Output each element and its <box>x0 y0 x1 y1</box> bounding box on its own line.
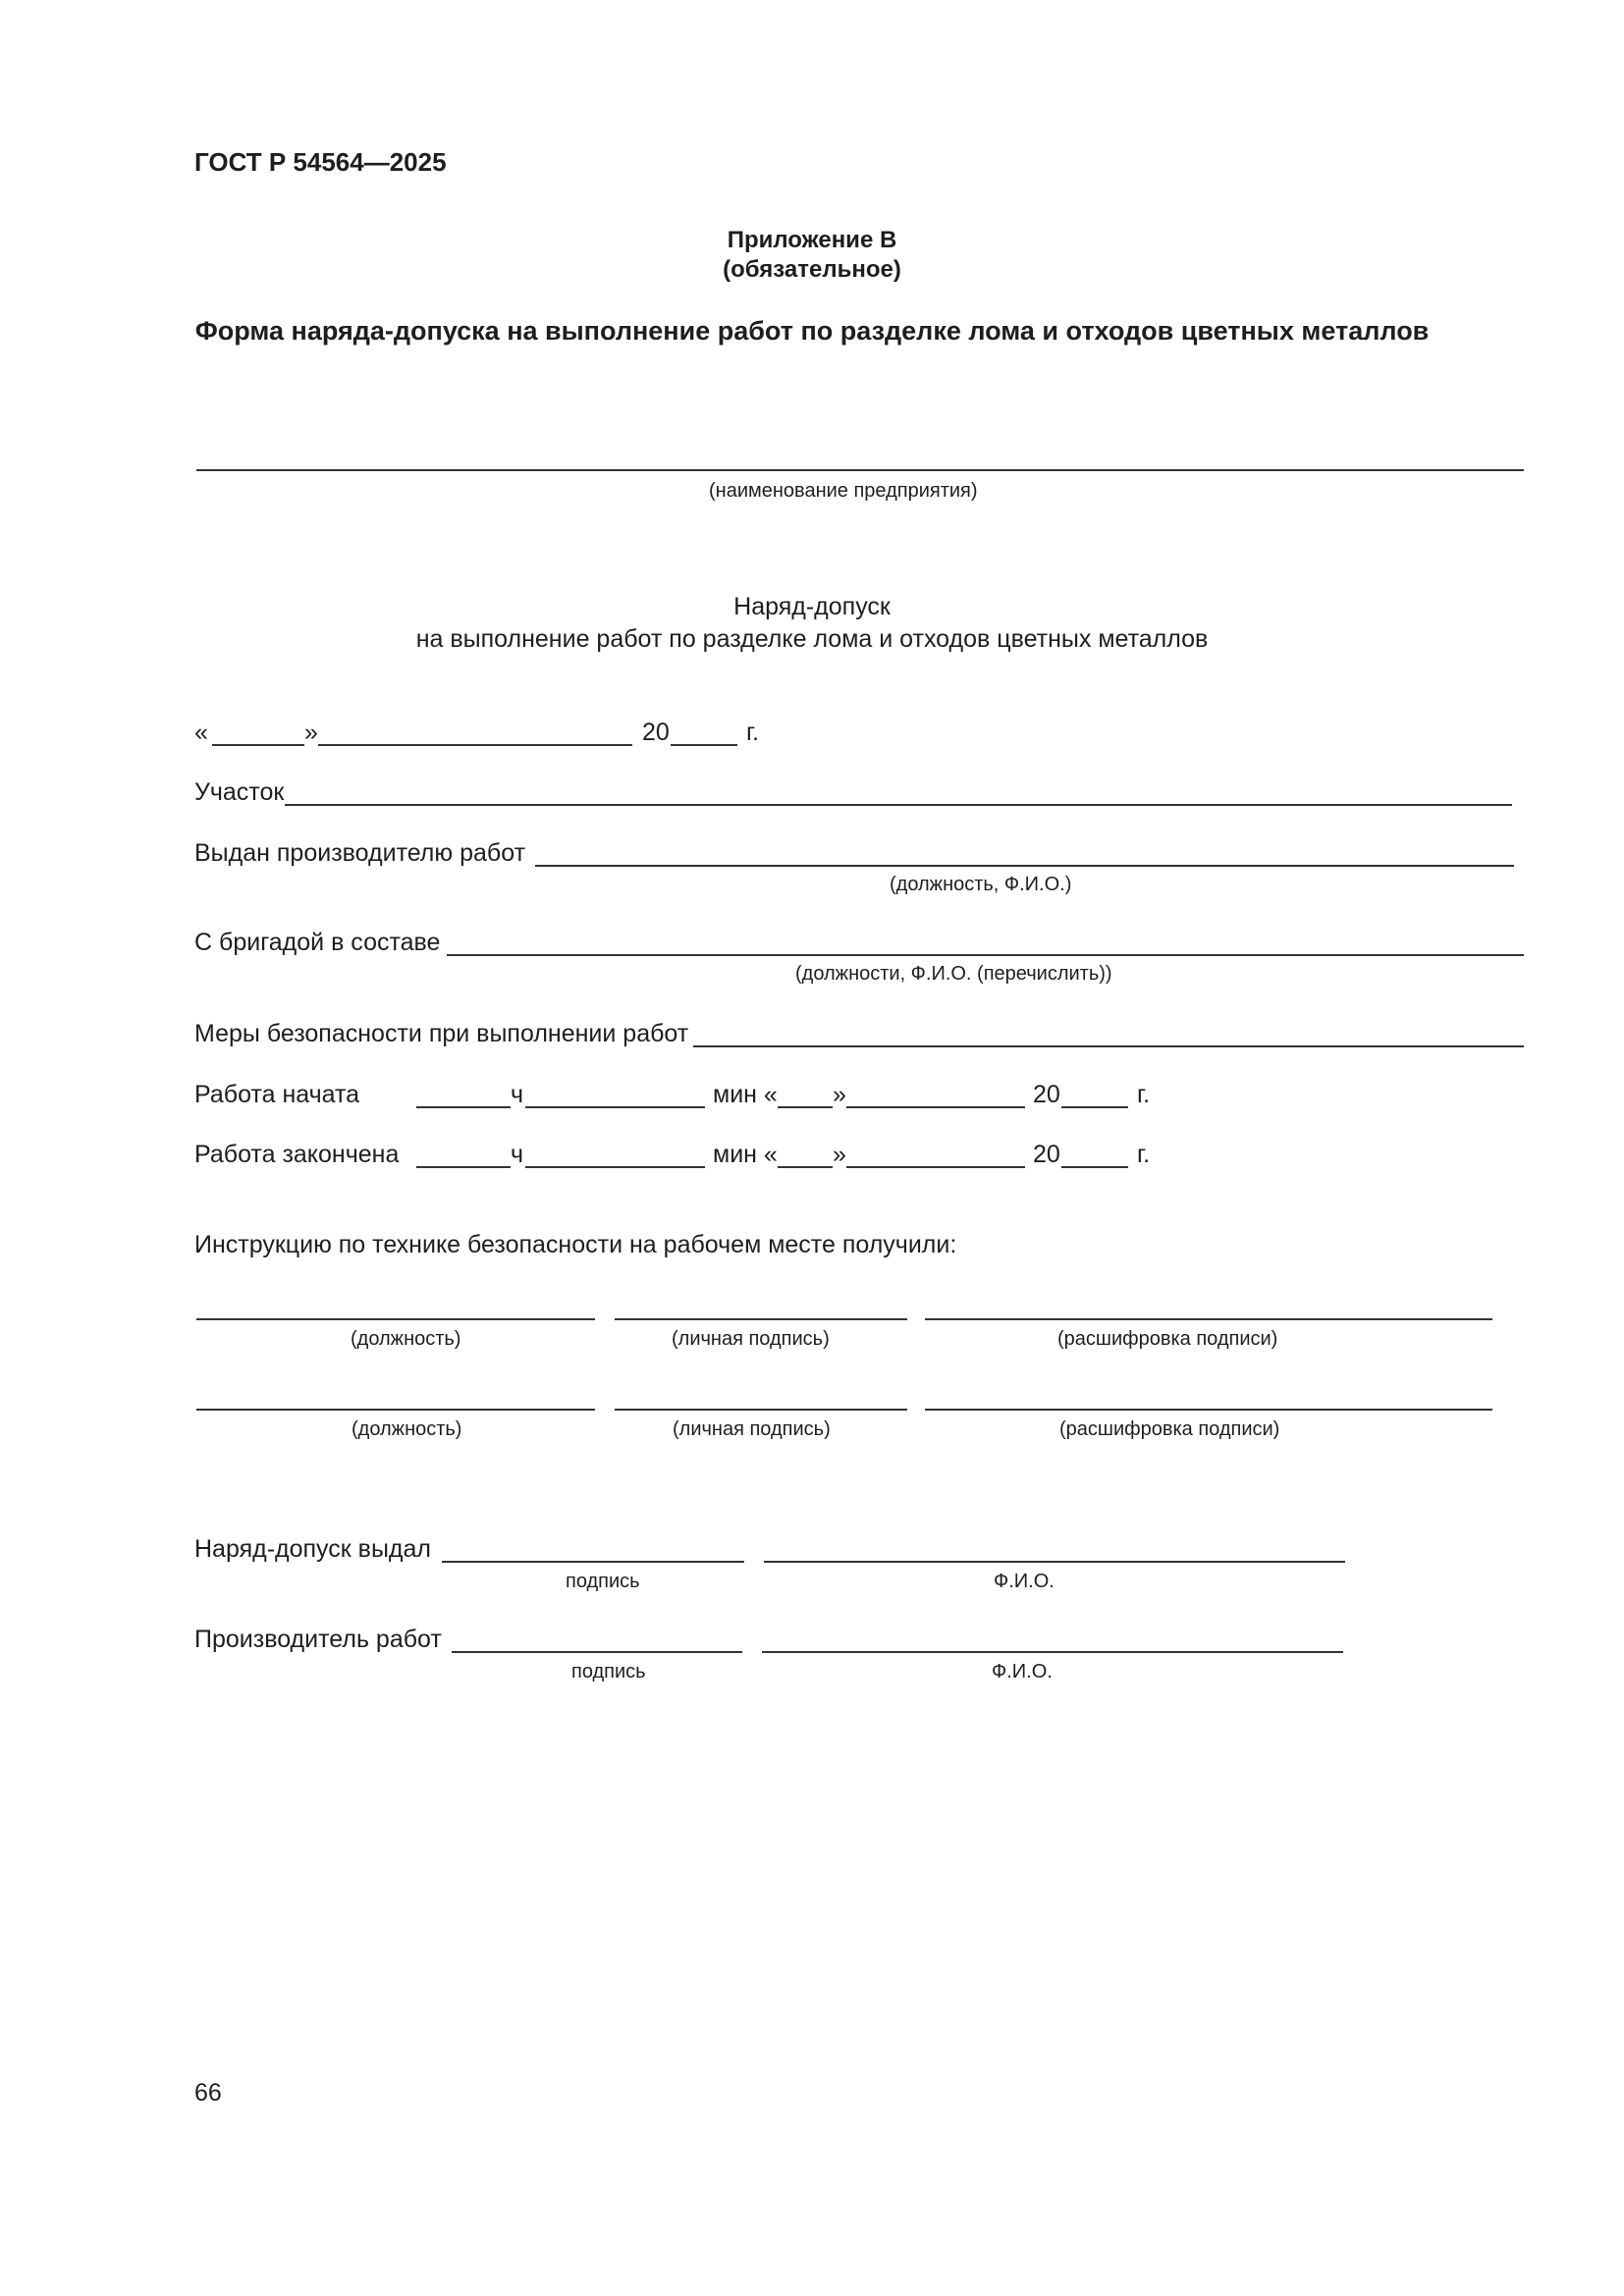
work-finished-hour-unit: ч <box>511 1141 524 1168</box>
work-finished-hours-line[interactable] <box>416 1166 511 1168</box>
form-title: Форма наряда-допуска на выполнение работ по разделке лома и отходов цветных металлов <box>194 316 1430 346</box>
team-line[interactable] <box>447 954 1524 956</box>
instruction-decoding-hint-2: (расшифровка подписи) <box>1059 1418 1280 1440</box>
date-year-suffix: г. <box>746 719 760 746</box>
instruction-signature-hint-2: (личная подпись) <box>673 1418 831 1440</box>
instruction-signature-line-2[interactable] <box>615 1409 907 1411</box>
date-quote-open: « <box>194 719 208 746</box>
work-finished-year-suffix: г. <box>1137 1141 1151 1168</box>
annex-heading <box>0 226 1624 285</box>
instruction-position-hint-1: (должность) <box>351 1328 461 1350</box>
work-started-year-suffix: г. <box>1137 1081 1151 1108</box>
instruction-position-line-1[interactable] <box>196 1318 595 1320</box>
work-started-month-line[interactable] <box>846 1106 1025 1108</box>
date-year-prefix: 20 <box>642 719 670 746</box>
work-finished-month-line[interactable] <box>846 1166 1025 1168</box>
issued-by-name-hint: Ф.И.О. <box>994 1571 1055 1592</box>
issued-by-signature-hint: подпись <box>566 1571 640 1592</box>
order-title-block <box>0 591 1624 656</box>
issued-by-signature-line[interactable] <box>442 1561 744 1563</box>
work-producer-label: Производитель работ <box>194 1626 442 1653</box>
work-finished-year-line[interactable] <box>1061 1166 1128 1168</box>
standard-header: ГОСТ Р 54564—2025 <box>194 147 447 177</box>
work-producer-signature-line[interactable] <box>452 1651 742 1653</box>
issued-to-label: Выдан производителю работ <box>194 839 526 867</box>
safety-line[interactable] <box>693 1045 1524 1047</box>
work-finished-day-line[interactable] <box>778 1166 833 1168</box>
order-title: Наряд-допуск <box>733 593 891 620</box>
issued-to-hint: (должность, Ф.И.О.) <box>890 874 1072 895</box>
work-finished-minute-unit: мин « <box>713 1141 778 1168</box>
work-producer-signature-hint: подпись <box>571 1661 646 1682</box>
instruction-signature-line-1[interactable] <box>615 1318 907 1320</box>
issued-by-label: Наряд-допуск выдал <box>194 1535 431 1563</box>
order-subtitle: на выполнение работ по разделке лома и отходов цветных металлов <box>415 625 1209 653</box>
work-producer-name-hint: Ф.И.О. <box>992 1661 1053 1682</box>
work-started-year-line[interactable] <box>1061 1106 1128 1108</box>
work-finished-label: Работа закончена <box>194 1141 400 1168</box>
safety-label: Меры безопасности при выполнении работ <box>194 1020 689 1047</box>
work-finished-quote-close: » <box>833 1141 846 1168</box>
work-started-minutes-line[interactable] <box>525 1106 705 1108</box>
work-finished-year-prefix: 20 <box>1033 1141 1060 1168</box>
work-started-hours-line[interactable] <box>416 1106 511 1108</box>
date-quote-close: » <box>304 719 318 746</box>
work-started-year-prefix: 20 <box>1033 1081 1060 1108</box>
work-started-quote-close: » <box>833 1081 846 1108</box>
work-started-hour-unit: ч <box>511 1081 524 1108</box>
enterprise-name-line[interactable] <box>196 469 1524 471</box>
work-finished-minutes-line[interactable] <box>525 1166 705 1168</box>
date-year-line[interactable] <box>671 744 737 746</box>
date-day-line[interactable] <box>212 744 304 746</box>
work-started-day-line[interactable] <box>778 1106 833 1108</box>
page-number: 66 <box>194 2079 222 2107</box>
work-started-minute-unit: мин « <box>713 1081 778 1108</box>
date-month-line[interactable] <box>318 744 632 746</box>
work-producer-name-line[interactable] <box>762 1651 1343 1653</box>
instruction-decoding-line-2[interactable] <box>925 1409 1492 1411</box>
team-hint: (должности, Ф.И.О. (перечислить)) <box>795 963 1112 985</box>
instruction-position-hint-2: (должность) <box>352 1418 462 1440</box>
instruction-position-line-2[interactable] <box>196 1409 595 1411</box>
instruction-signature-hint-1: (личная подпись) <box>672 1328 830 1350</box>
annex-status: (обязательное) <box>723 256 901 283</box>
annex-label: Приложение В <box>727 227 897 253</box>
site-line[interactable] <box>285 804 1512 806</box>
issued-by-name-line[interactable] <box>764 1561 1345 1563</box>
team-label: С бригадой в составе <box>194 929 441 956</box>
instruction-decoding-line-1[interactable] <box>925 1318 1492 1320</box>
issued-to-line[interactable] <box>535 865 1514 867</box>
instruction-decoding-hint-1: (расшифровка подписи) <box>1057 1328 1278 1350</box>
enterprise-name-hint: (наименование предприятия) <box>709 480 978 502</box>
work-started-label: Работа начата <box>194 1081 360 1108</box>
site-label: Участок <box>194 778 285 806</box>
instruction-text: Инструкцию по технике безопасности на рабочем месте получили: <box>194 1231 957 1258</box>
